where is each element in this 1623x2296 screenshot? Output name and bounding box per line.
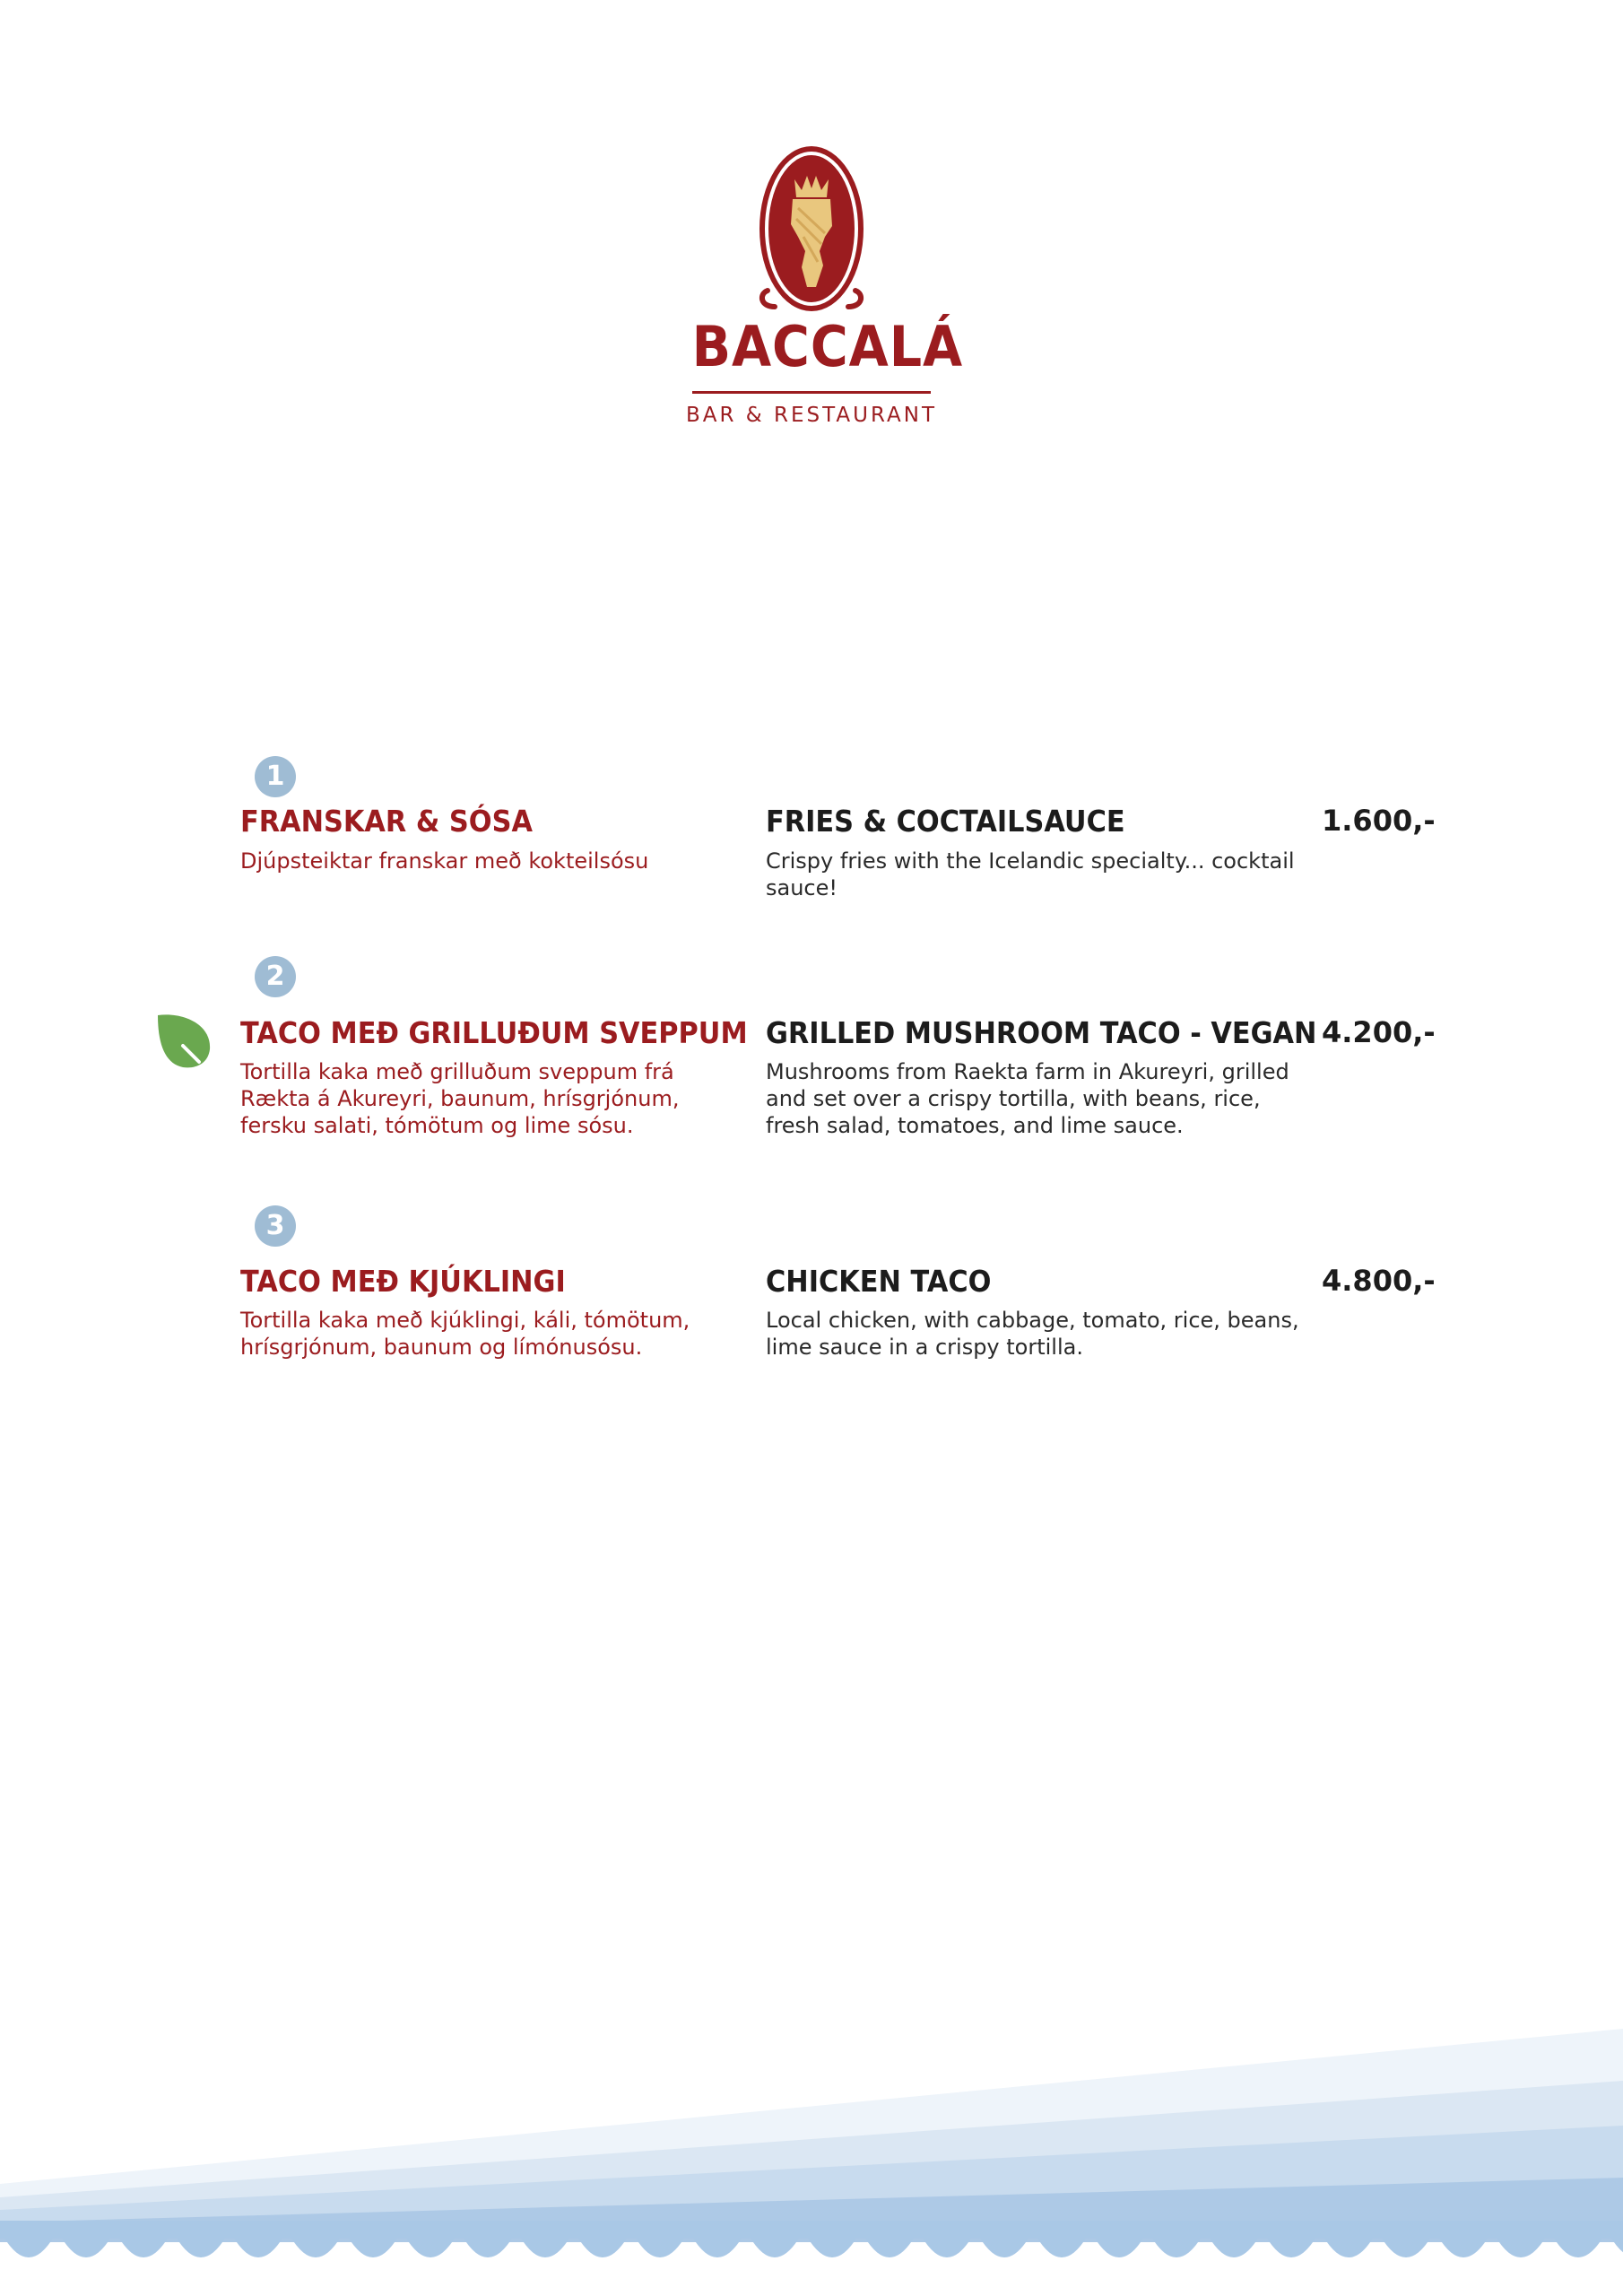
wave-scallop bbox=[807, 2237, 857, 2257]
wave-scallop bbox=[1438, 2237, 1488, 2257]
item-price: 4.800,- bbox=[1322, 1264, 1436, 1298]
item-number-badge: 3 bbox=[255, 1205, 296, 1247]
item-title-en: GRILLED MUSHROOM TACO - VEGAN bbox=[766, 1015, 1317, 1050]
item-title-en: CHICKEN TACO bbox=[766, 1264, 992, 1299]
wave-scallop bbox=[1094, 2237, 1144, 2257]
wave-scallop bbox=[692, 2237, 742, 2257]
wave-scallop bbox=[635, 2237, 685, 2257]
wave-scallop bbox=[1209, 2237, 1259, 2257]
item-title-is: FRANSKAR & SÓSA bbox=[240, 804, 533, 839]
wave-scallop bbox=[1553, 2237, 1603, 2257]
wave-scallop bbox=[405, 2237, 456, 2257]
item-number-badge: 2 bbox=[255, 956, 296, 997]
wave-scallop bbox=[61, 2237, 111, 2257]
item-price: 1.600,- bbox=[1322, 804, 1436, 838]
item-number-badge: 1 bbox=[255, 756, 296, 797]
wave-scallop bbox=[1324, 2237, 1374, 2257]
wave-scallop bbox=[520, 2237, 570, 2257]
item-description-is: Tortilla kaka með grilluðum sveppum frá Rækta á Akureyri, baunum, hrísgrjónum, fersku salati, tómötum og lime sósu. bbox=[240, 1059, 680, 1138]
wave-scallop bbox=[1496, 2237, 1546, 2257]
brand-name: BACCALÁ bbox=[691, 314, 964, 379]
wave-scallop bbox=[979, 2237, 1029, 2257]
brand-divider bbox=[692, 391, 931, 394]
wave-scallop bbox=[1381, 2237, 1431, 2257]
item-price: 4.200,- bbox=[1322, 1015, 1436, 1049]
item-title-is: TACO MEÐ KJÚKLINGI bbox=[240, 1264, 566, 1299]
cod-crest-icon bbox=[753, 144, 870, 323]
wave-decoration bbox=[0, 2018, 1623, 2296]
item-description-en: Local chicken, with cabbage, tomato, rice, beans, lime sauce in a crispy tortilla. bbox=[766, 1308, 1299, 1360]
wave-scallop bbox=[4, 2237, 54, 2257]
wave-scallop bbox=[750, 2237, 800, 2257]
item-description-en: Mushrooms from Raekta farm in Akureyri, grilled and set over a crispy tortilla, with beans, rice, fresh salad, tomatoes, and lime sauce. bbox=[766, 1059, 1289, 1138]
wave-scallop bbox=[1151, 2237, 1202, 2257]
wave-scallop bbox=[118, 2237, 169, 2257]
brand-logo bbox=[681, 144, 964, 439]
wave-scallop bbox=[291, 2237, 341, 2257]
wave-scallop bbox=[1266, 2237, 1316, 2257]
wave-scallop bbox=[577, 2237, 628, 2257]
wave-scallop bbox=[864, 2237, 915, 2257]
wave-scallop bbox=[1037, 2237, 1087, 2257]
wave-scallop bbox=[176, 2237, 226, 2257]
item-description-en: Crispy fries with the Icelandic specialty... cocktail sauce! bbox=[766, 848, 1295, 900]
item-description-is: Tortilla kaka með kjúklingi, káli, tómötum, hrísgrjónum, baunum og límónusósu. bbox=[240, 1308, 690, 1360]
wave-scallop bbox=[233, 2237, 283, 2257]
wave-scallop bbox=[348, 2237, 398, 2257]
brand-tagline: BAR & RESTAURANT bbox=[685, 404, 938, 427]
wave-scallop bbox=[463, 2237, 513, 2257]
leaf-icon bbox=[156, 1012, 213, 1069]
item-title-en: FRIES & COCTAILSAUCE bbox=[766, 804, 1125, 839]
wave-scallop bbox=[922, 2237, 972, 2257]
item-description-is: Djúpsteiktar franskar með kokteilsósu bbox=[240, 848, 649, 874]
item-title-is: TACO MEÐ GRILLUÐUM SVEPPUM bbox=[240, 1015, 748, 1050]
